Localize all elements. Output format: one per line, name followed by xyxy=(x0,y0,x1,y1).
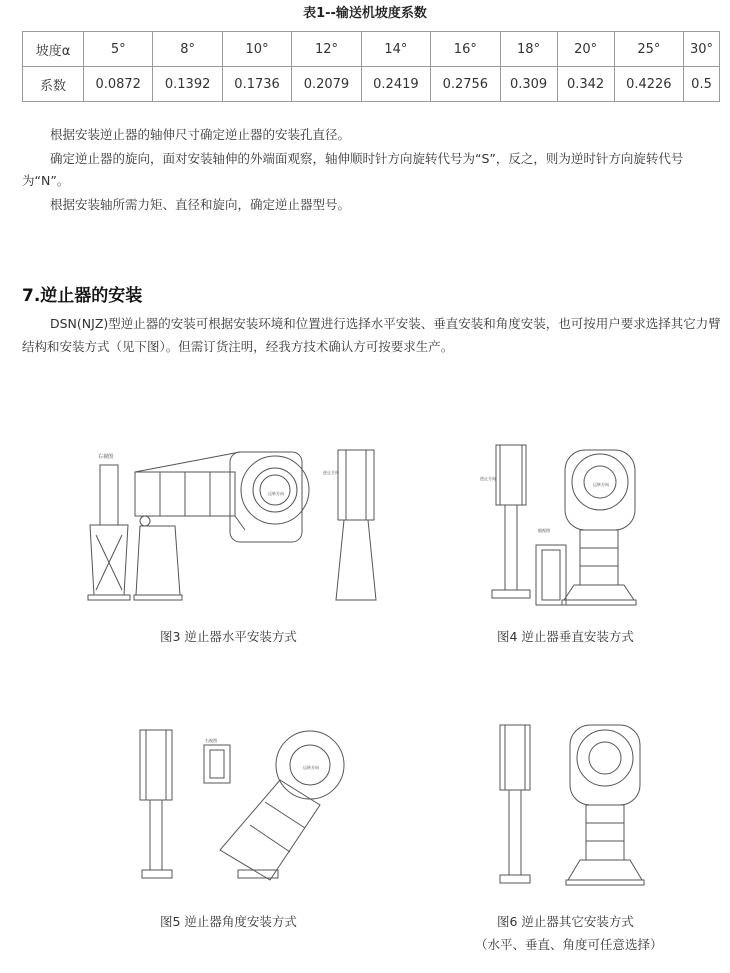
fig4-vertical-shaft xyxy=(505,505,517,590)
coefficient-row-label: 系数 xyxy=(23,67,84,102)
note-paragraph-2: 确定逆止器的旋向，面对安装轴伸的外端面观察，轴伸顺时针方向旋转代号为“S”，反之，则为逆时针方向旋转代号为“N”。 xyxy=(22,151,684,188)
fig4-label-rotation: 运转方向 xyxy=(593,482,609,487)
fig6-note: （水平、垂直、角度可任意选择） xyxy=(475,937,663,952)
angle-cell: 30° xyxy=(684,32,720,67)
fig3-backstop-disc xyxy=(241,456,309,524)
fig3-label-rotation: 运转方向 xyxy=(268,491,284,496)
fig5-caption: 图5 逆止器角度安装方式 xyxy=(160,914,297,929)
coefficient-cell: 0.309 xyxy=(500,67,557,102)
angle-row-label: 坡度α xyxy=(23,32,84,67)
table-title: 表1--输送机坡度系数 xyxy=(303,6,427,21)
angle-cell: 25° xyxy=(614,32,683,67)
fig3-label-support: 右视图 xyxy=(98,454,114,460)
fig5-angled-arm xyxy=(220,780,320,880)
fig5-side-view-body xyxy=(140,730,172,800)
fig3-arm-base xyxy=(136,526,180,595)
angle-cell: 10° xyxy=(222,32,291,67)
fig5-angle-install-drawing xyxy=(120,720,350,890)
coefficient-cell: 0.5 xyxy=(684,67,720,102)
coefficient-row xyxy=(23,67,720,102)
angle-cell: 16° xyxy=(431,32,500,67)
coefficient-cell: 0.2756 xyxy=(431,67,500,102)
fig4-backstop-body xyxy=(565,450,635,530)
coefficient-cell: 0.342 xyxy=(557,67,614,102)
fig3-label-direction: 逆止方向 xyxy=(323,470,339,475)
fig3-support-column xyxy=(100,465,118,525)
fig6-backstop-disc xyxy=(577,730,633,786)
fig4-arm-base xyxy=(564,585,634,600)
coefficient-cell: 0.1736 xyxy=(222,67,291,102)
fig3-side-view-body xyxy=(338,450,374,520)
fig4-label-view: 俯视图 xyxy=(538,528,550,533)
angle-cell: 14° xyxy=(361,32,430,67)
fig4-top-view xyxy=(536,545,566,605)
angle-cell: 5° xyxy=(84,32,153,67)
fig3-caption: 图3 逆止器水平安装方式 xyxy=(160,629,297,644)
fig4-vertical-install-drawing xyxy=(470,440,670,610)
fig6-other-install-drawing xyxy=(480,720,670,890)
angle-cell: 8° xyxy=(153,32,222,67)
angle-cell: 18° xyxy=(500,32,557,67)
fig6-arm-base xyxy=(568,860,642,880)
coefficient-cell: 0.0872 xyxy=(84,67,153,102)
note-paragraph-1: 根据安装逆止器的轴伸尺寸确定逆止器的安装孔直径。 xyxy=(50,127,351,142)
fig6-torque-arm xyxy=(586,805,624,860)
coefficient-cell: 0.1392 xyxy=(153,67,222,102)
fig3-horizontal-install-drawing xyxy=(80,440,380,610)
coefficient-cell: 0.2079 xyxy=(292,67,361,102)
fig5-label-rotation: 运转方向 xyxy=(303,765,319,770)
coefficient-cell: 0.4226 xyxy=(614,67,683,102)
slope-coefficient-table xyxy=(22,31,720,102)
fig6-vertical-shaft xyxy=(509,790,521,875)
fig3-side-view-arm xyxy=(336,520,376,600)
fig5-right-view xyxy=(204,745,230,783)
fig4-torque-arm xyxy=(580,530,618,585)
section-body: DSN(NJZ)型逆止器的安装可根据安装环境和位置进行选择水平安装、垂直安装和角度安装，也可按用户要求选择其它力臂结构和安装方式（见下图）。但需订货注明，经我方技术确认方可按要求生产。 xyxy=(22,316,721,354)
fig6-caption: 图6 逆止器其它安装方式 xyxy=(497,914,634,929)
angle-cell: 20° xyxy=(557,32,614,67)
fig4-label-direction: 逆止方向 xyxy=(480,476,496,481)
fig5-label-view: 右视图 xyxy=(205,738,217,743)
fig6-backstop-body xyxy=(570,725,640,805)
coefficient-cell: 0.2419 xyxy=(361,67,430,102)
fig5-vertical-shaft xyxy=(150,800,162,870)
fig4-caption: 图4 逆止器垂直安装方式 xyxy=(497,629,634,644)
section-title: 7.逆止器的安装 xyxy=(22,286,143,306)
angle-row xyxy=(23,32,720,67)
fig3-backstop-body xyxy=(230,452,302,542)
angle-cell: 12° xyxy=(292,32,361,67)
note-paragraph-3: 根据安装轴所需力矩、直径和旋向，确定逆止器型号。 xyxy=(50,197,351,212)
